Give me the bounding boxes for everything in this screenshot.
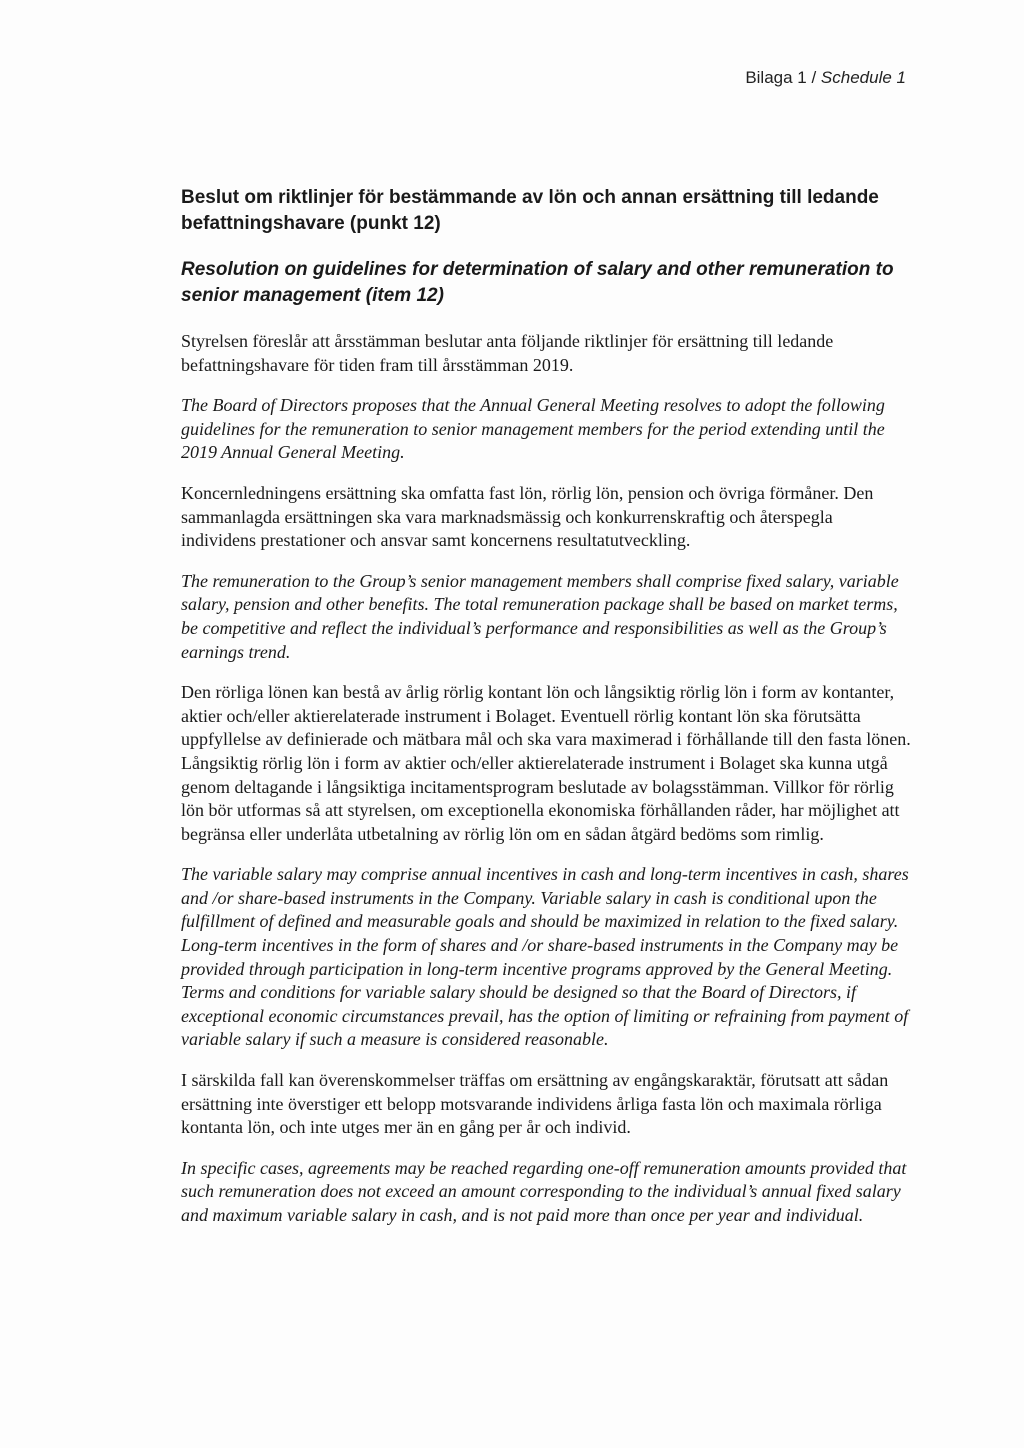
paragraph-swedish-variable-salary: Den rörliga lönen kan bestå av årlig rörlig kontant lön och långsiktig rörlig lön i form av kontanter, aktier och/eller aktierelaterade instrument i Bolaget. Eventuell rörlig kontant lön ska förutsätta uppfyllelse av definierade och mätbara mål och ska vara maximerad i förhållande till den fasta lönen. Långsiktig rörlig lön i form av aktier och/eller aktierelaterade instrument i Bolaget ska kunna utgå genom deltagande i långsiktiga incitamentsprogram beslutade av bolagsstämman. Villkor för rörlig lön bör utformas så att styrelsen, om exceptionella ekonomiska förhållanden råder, har möjlighet att begränsa eller underlåta utbetalning av rörlig lön om en sådan åtgärd bedöms som rimlig.	[181, 682, 911, 844]
paragraph-swedish-intro: Styrelsen föreslår att årsstämman beslutar anta följande riktlinjer för ersättning till ledande befattningshavare för tiden fram till årsstämman 2019.	[181, 331, 834, 375]
paragraph-english-special-cases: In specific cases, agreements may be reached regarding one-off remuneration amounts provided that such remuneration does not exceed an amount corresponding to the individual’s annual fixed salary and maximum variable salary in cash, and is not paid more than once per year and individual.	[181, 1157, 907, 1225]
paragraph-english-remuneration: The remuneration to the Group’s senior management members shall comprise fixed salary, variable salary, pension and other benefits. The total remuneration package shall be based on market terms, be competitive and reflect the individual’s performance and responsibilities as well as the Group’s earnings trend.	[181, 570, 899, 662]
bilaga-label: Bilaga 1 /	[745, 68, 821, 87]
document-body	[181, 185, 911, 1245]
schedule-label: Schedule 1	[820, 68, 906, 87]
title-english: Resolution on guidelines for determination of salary and other remuneration to senior management (item 12)	[181, 259, 894, 306]
paragraph-swedish-special-cases: I särskilda fall kan överenskommelser träffas om ersättning av engångskaraktär, förutsatt att sådan ersättning inte överstiger ett belopp motsvarande individens årliga fasta lön och maximala rörliga kontanta lön, och inte utges mer än en gång per år och individ.	[181, 1070, 889, 1138]
title-swedish: Beslut om riktlinjer för bestämmande av lön och annan ersättning till ledande befattningshavare (punkt 12)	[181, 187, 879, 234]
paragraph-english-intro: The Board of Directors proposes that the Annual General Meeting resolves to adopt the following guidelines for the remuneration to senior management members for the period extending until the 2019 Annual General Meeting.	[181, 395, 885, 463]
paragraph-english-variable-salary: The variable salary may comprise annual incentives in cash and long-term incentives in cash, shares and /or share-based instruments in the Company. Variable salary in cash is conditional upon the fulfillment of defined and measurable goals and should be maximized in relation to the fixed salary. Long-term incentives in the form of shares and /or share-based instruments in the Company may be provided through participation in long-term incentive programs approved by the General Meeting. Terms and conditions for variable salary should be designed so that the Board of Directors, if exceptional economic circumstances prevail, has the option of limiting or refraining from payment of variable salary if such a measure is considered reasonable.	[181, 864, 909, 1050]
schedule-reference	[745, 68, 906, 88]
paragraph-swedish-remuneration: Koncernledningens ersättning ska omfatta fast lön, rörlig lön, pension och övriga förmåner. Den sammanlagda ersättningen ska vara marknadsmässig och konkurrenskraftig och återspegla individens prestationer och ansvar samt koncernens resultatutveckling.	[181, 482, 874, 551]
